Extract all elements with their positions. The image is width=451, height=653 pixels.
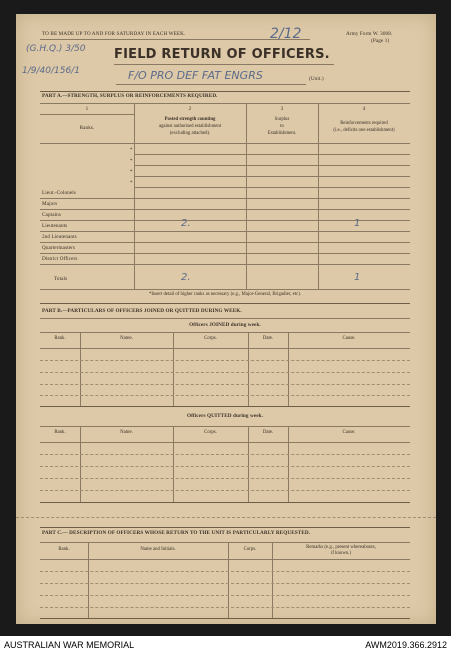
col-number-3: 3 [280, 106, 284, 112]
form-instruction: TO BE MADE UP TO AND FOR SATURDAY IN EACH WEEK. [42, 31, 186, 37]
fold-line [16, 517, 436, 518]
rank-lieutenants: Lieutenants [42, 223, 68, 229]
quitted-row-line [40, 478, 410, 479]
part-b-heading: PART B.—PARTICULARS OF OFFICERS JOINED OR QUITTED DURING WEEK. [42, 308, 242, 314]
quitted-col-cause: Cause. [342, 430, 356, 435]
joined-heading-rule [40, 332, 410, 333]
totals-posted: 2. [181, 272, 191, 283]
handwritten-ref-left-1: (G.H.Q.) 3/50 [26, 44, 86, 54]
joined-col-rank: Rank. [54, 336, 66, 341]
joined-col-date: Date. [262, 336, 274, 341]
part-c-row-line [40, 595, 410, 596]
col-number-1: 1 [85, 106, 89, 112]
quitted-row-line [40, 466, 410, 467]
asterisk: * [130, 159, 133, 164]
lieutenants-reinforcements: 1 [354, 218, 361, 229]
part-c-top-rule [40, 527, 410, 528]
handwritten-unit-name: F/O PRO DEF FAT ENGRS [128, 69, 263, 82]
archive-footer [0, 636, 451, 653]
part-c-row-line [40, 571, 410, 572]
part-a-rule [40, 103, 410, 104]
asterisk: * [130, 170, 133, 175]
row-line [40, 253, 410, 254]
unit-label: (Unit.) [309, 76, 324, 82]
row-line [40, 242, 410, 243]
col-header-surplus-3: Establishment. [267, 131, 297, 136]
lieutenants-posted: 2. [181, 218, 191, 229]
handwritten-ref-top: 2/12 [270, 26, 302, 42]
part-a-footnote: *Insert detail of higher ranks as necessary (e.g., Major-General, Brigadier, etc). [148, 292, 302, 297]
joined-col-name: Name. [120, 336, 133, 341]
row-line [40, 198, 410, 199]
totals-reinforcements: 1 [354, 272, 361, 283]
asterisk: * [130, 148, 133, 153]
col-number-4: 4 [362, 106, 366, 112]
rank-quartermasters: Quartermasters [42, 245, 76, 251]
quitted-heading-rule [40, 426, 410, 427]
col-header-reinf-2: (i.e., deficits one establishment) [333, 128, 395, 133]
part-c-col-corps: Corps. [243, 547, 257, 552]
quitted-row-line [40, 442, 410, 443]
joined-col-cause: Cause. [342, 336, 356, 341]
quitted-col-name: Name. [120, 430, 133, 435]
col-number-2: 2 [188, 106, 192, 112]
joined-col-corps: Corps. [204, 336, 217, 341]
form-number: Army Form W. 3008. [346, 31, 393, 37]
col-header-reinf-1: Reinforcements required [340, 121, 388, 126]
asterisk: * [130, 181, 133, 186]
quitted-col-date: Date. [262, 430, 274, 435]
joined-bottom-rule [40, 406, 410, 407]
part-c-row-line [40, 583, 410, 584]
handwritten-ref-left-2: 1/9/40/156/1 [22, 66, 80, 76]
part-c-col-name: Name and Initials. [140, 547, 176, 552]
col-header-posted-2: against authorised establishment [158, 124, 222, 129]
quitted-row-line [40, 490, 410, 491]
row-line [134, 165, 410, 166]
page-title: FIELD RETURN OF OFFICERS. [114, 47, 330, 62]
totals-label: Totals [54, 276, 68, 282]
part-c-col-remarks-2: if known.) [331, 551, 351, 556]
part-b-rule [40, 318, 410, 319]
unit-line [116, 84, 306, 85]
joined-row-line [40, 395, 410, 396]
part-c-bottom-rule [40, 618, 410, 619]
row-line [134, 154, 410, 155]
col-number-rule-1 [40, 114, 134, 115]
part-a-top-rule [40, 91, 410, 92]
part-c-col-rank: Rank. [58, 547, 70, 552]
part-a-heading: PART A.—STRENGTH, SURPLUS OR REINFORCEMENTS REQUIRED. [42, 93, 218, 99]
form-sheet [16, 14, 436, 624]
col-header-ranks: Ranks. [79, 125, 95, 131]
col-header-surplus-2: to [280, 124, 284, 129]
part-c-col-remarks-1: Remarks (e.g., present whereabouts, [306, 545, 376, 550]
rank-district-officers: District Officers [42, 256, 78, 262]
quitted-row-line [40, 454, 410, 455]
row-line [40, 264, 410, 265]
joined-row-line [40, 372, 410, 373]
footer-accession-number: AWM2019.366.2912 [365, 639, 447, 650]
rank-2nd-lieutenants: 2nd Lieutenants [42, 234, 77, 240]
quitted-bottom-rule [40, 502, 410, 503]
joined-row-line [40, 348, 410, 349]
col-header-surplus-1: Surplus [274, 117, 290, 122]
part-c-heading: PART C.— DESCRIPTION OF OFFICERS WHOSE RETURN TO THE UNIT IS PARTICULARLY REQUESTED. [42, 530, 311, 536]
rank-majors: Majors [42, 201, 58, 207]
joined-heading: Officers JOINED during week. [189, 322, 261, 328]
row-line [40, 231, 410, 232]
part-a-header-bottom-rule [40, 143, 410, 144]
quitted-heading: Officers QUITTED during week. [186, 413, 264, 419]
joined-row-line [40, 384, 410, 385]
quitted-col-rank: Rank. [54, 430, 66, 435]
quitted-col-corps: Corps. [204, 430, 217, 435]
totals-rule [40, 289, 410, 290]
row-line [134, 187, 410, 188]
col-header-posted-1: Posted strength counting [164, 117, 216, 122]
row-line [40, 209, 410, 210]
rank-captains: Captains [42, 212, 61, 218]
footer-institution: AUSTRALIAN WAR MEMORIAL [4, 639, 135, 650]
col-header-posted-3: (excluding attached). [169, 131, 211, 136]
form-page: (Page 1) [371, 38, 390, 44]
rank-lieut-colonels: Lieut.-Colonels [42, 190, 76, 196]
part-c-rule [40, 542, 410, 543]
joined-row-line [40, 360, 410, 361]
part-c-row-line [40, 607, 410, 608]
title-underline [114, 64, 334, 65]
part-c-row-line [40, 559, 410, 560]
row-line [134, 176, 410, 177]
part-b-top-rule [40, 303, 410, 304]
